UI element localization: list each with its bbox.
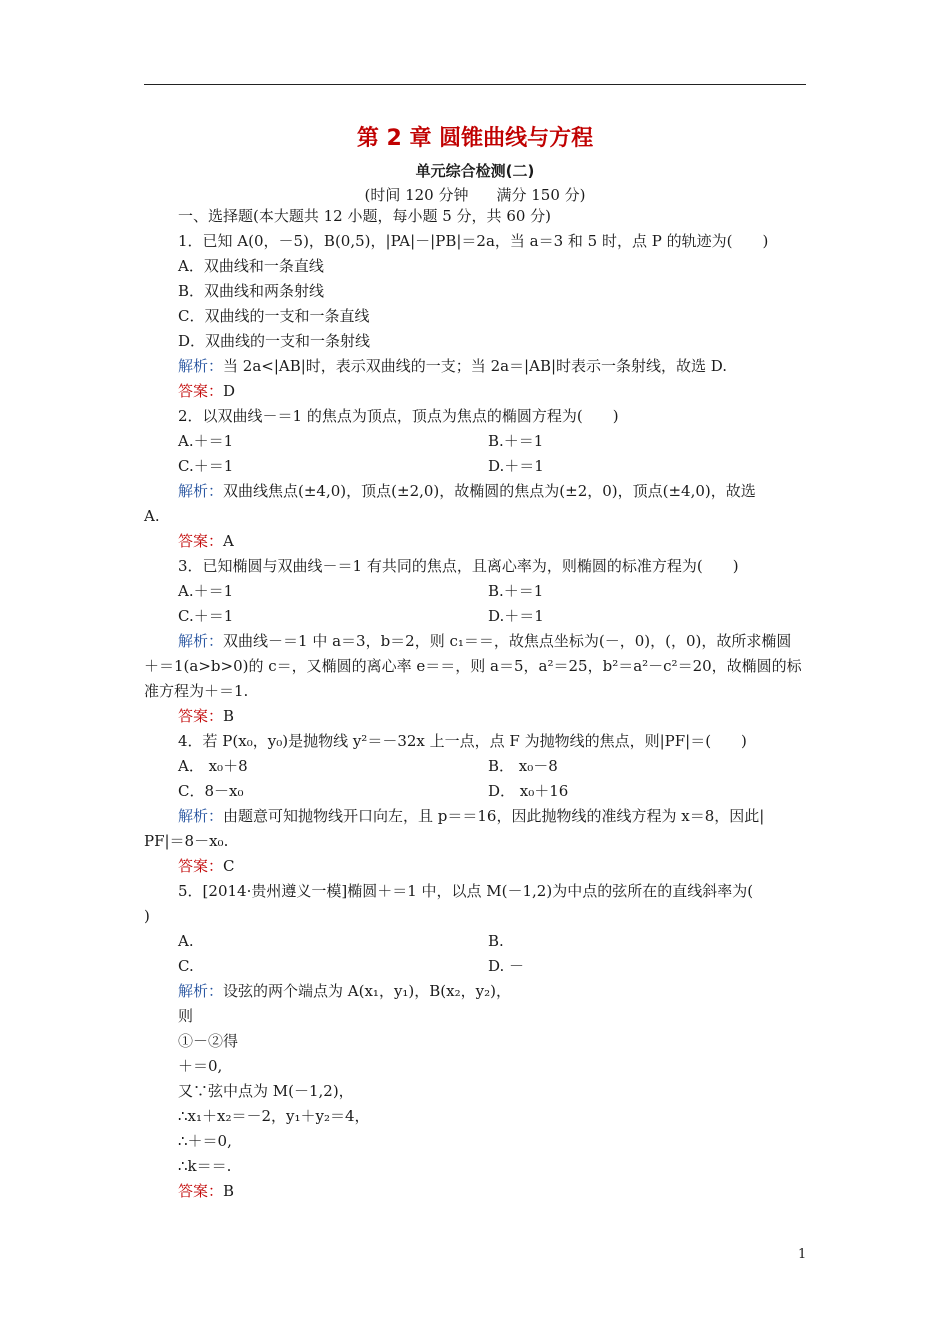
q4-analysis-cont: PF|＝8－x₀. [144, 832, 229, 850]
q5-step-slope: ∴k＝＝. [178, 1157, 232, 1175]
analysis-label: 解析： [178, 632, 224, 650]
question-1-stem: 1．已知 A(0，－5)，B(0,5)，|PA|－|PB|＝2a，当 a＝3 和 5 时，点 P 的轨迹为( ) [178, 232, 769, 250]
q4-option-b: B． x₀－8 [488, 757, 558, 775]
q4-answer [178, 856, 235, 876]
q4-answer-value: C [223, 857, 235, 875]
q5-option-c: C. [178, 957, 194, 975]
section-heading: 一、选择题(本大题共 12 小题，每小题 5 分，共 60 分) [178, 207, 552, 225]
q2-analysis-cont: A. [144, 507, 160, 525]
q4-option-c: C．8－x₀ [178, 782, 244, 800]
q5-analysis-text: 设弦的两个端点为 A(x₁，y₁)，B(x₂，y₂)， [223, 982, 511, 1000]
analysis-label: 解析： [178, 482, 224, 500]
analysis-label: 解析： [178, 807, 224, 825]
q5-step-subtract: ①－②得 [178, 1032, 239, 1050]
q2-option-c: C.＋＝1 [178, 457, 234, 475]
q2-answer-value: A [223, 532, 234, 550]
q2-option-a: A.＋＝1 [178, 432, 234, 450]
q1-analysis-text: 当 2a<|AB|时，表示双曲线的一支；当 2a＝|AB|时表示一条射线，故选 D. [223, 357, 728, 375]
q2-analysis [178, 481, 756, 501]
q2-analysis-text: 双曲线焦点(±4,0)，顶点(±2,0)，故椭圆的焦点为(±2，0)，顶点(±4,0)，故选 [223, 482, 756, 500]
time-score-line [0, 184, 950, 205]
test-subtitle: 单元综合检测(二) [415, 162, 535, 180]
q1-answer [178, 381, 235, 401]
question-2-stem: 2．以双曲线－＝1 的焦点为顶点，顶点为焦点的椭圆方程为( ) [178, 407, 619, 425]
question-5-stem: 5．[2014·贵州遵义一模]椭圆＋＝1 中，以点 M(－1,2)为中点的弦所在的直线斜率为( [178, 882, 754, 900]
q5-answer [178, 1181, 234, 1201]
question-4-stem: 4．若 P(x₀，y₀)是抛物线 y²＝－32x 上一点，点 F 为抛物线的焦点，则|PF|＝( ) [178, 732, 747, 750]
question-5-stem-cont: ) [144, 907, 150, 925]
q5-step-eq: ∴＋＝0, [178, 1132, 232, 1150]
q3-answer [178, 706, 234, 726]
q5-step-sums: ∴x₁＋x₂＝－2，y₁＋y₂＝4， [178, 1107, 370, 1125]
answer-label: 答案： [178, 857, 224, 875]
q2-answer [178, 531, 234, 551]
q3-option-b: B.＋＝1 [488, 582, 544, 600]
q3-answer-value: B [223, 707, 235, 725]
q4-option-a: A． x₀＋8 [178, 757, 248, 775]
q3-analysis-text: 双曲线－＝1 中 a＝3，b＝2，则 c₁＝＝，故焦点坐标为(－，0)，(，0)，故所求椭圆 [223, 632, 792, 650]
q3-analysis [178, 631, 791, 651]
q1-answer-value: D [223, 382, 236, 400]
q5-option-d: D. － [488, 957, 525, 975]
answer-label: 答案： [178, 532, 224, 550]
q5-option-b: B. [488, 932, 504, 950]
answer-label: 答案： [178, 1182, 224, 1200]
header-rule [144, 84, 806, 85]
question-3-stem: 3．已知椭圆与双曲线－＝1 有共同的焦点，且离心率为，则椭圆的标准方程为( ) [178, 557, 739, 575]
time-limit: (时间 120 分钟 [364, 186, 469, 204]
analysis-label: 解析： [178, 357, 224, 375]
q1-option-a: A．双曲线和一条直线 [178, 257, 324, 275]
q5-analysis [178, 981, 511, 1001]
q4-analysis-text: 由题意可知抛物线开口向左，且 p＝＝16，因此抛物线的准线方程为 x＝8，因此| [223, 807, 765, 825]
chapter-title: 第 2 章 圆锥曲线与方程 [356, 126, 594, 151]
answer-label: 答案： [178, 707, 224, 725]
full-score: 满分 150 分) [496, 186, 586, 204]
q5-step-midpoint: 又∵弦中点为 M(－1,2)， [178, 1082, 354, 1100]
q5-step-then: 则 [178, 1007, 194, 1025]
q4-option-d: D． x₀＋16 [488, 782, 569, 800]
q5-step-sum-zero: ＋＝0, [178, 1057, 223, 1075]
page-number: 1 [798, 1247, 807, 1262]
q3-analysis-cont-2: 准方程为＋＝1. [144, 682, 249, 700]
q3-option-a: A.＋＝1 [178, 582, 234, 600]
q2-option-b: B.＋＝1 [488, 432, 544, 450]
q1-option-b: B．双曲线和两条射线 [178, 282, 325, 300]
q4-analysis [178, 806, 764, 826]
q1-analysis [178, 356, 727, 376]
q1-option-d: D．双曲线的一支和一条射线 [178, 332, 371, 350]
q3-option-c: C.＋＝1 [178, 607, 234, 625]
q3-option-d: D.＋＝1 [488, 607, 544, 625]
q1-option-c: C．双曲线的一支和一条直线 [178, 307, 370, 325]
analysis-label: 解析： [178, 982, 224, 1000]
q2-option-d: D.＋＝1 [488, 457, 544, 475]
q3-analysis-cont-1: ＋＝1(a>b>0)的 c＝，又椭圆的离心率 e＝＝，则 a＝5，a²＝25，b²＝a²－c²＝20，故椭圆的标 [144, 657, 802, 675]
answer-label: 答案： [178, 382, 224, 400]
q5-answer-value: B [223, 1182, 235, 1200]
q5-option-a: A. [178, 932, 194, 950]
